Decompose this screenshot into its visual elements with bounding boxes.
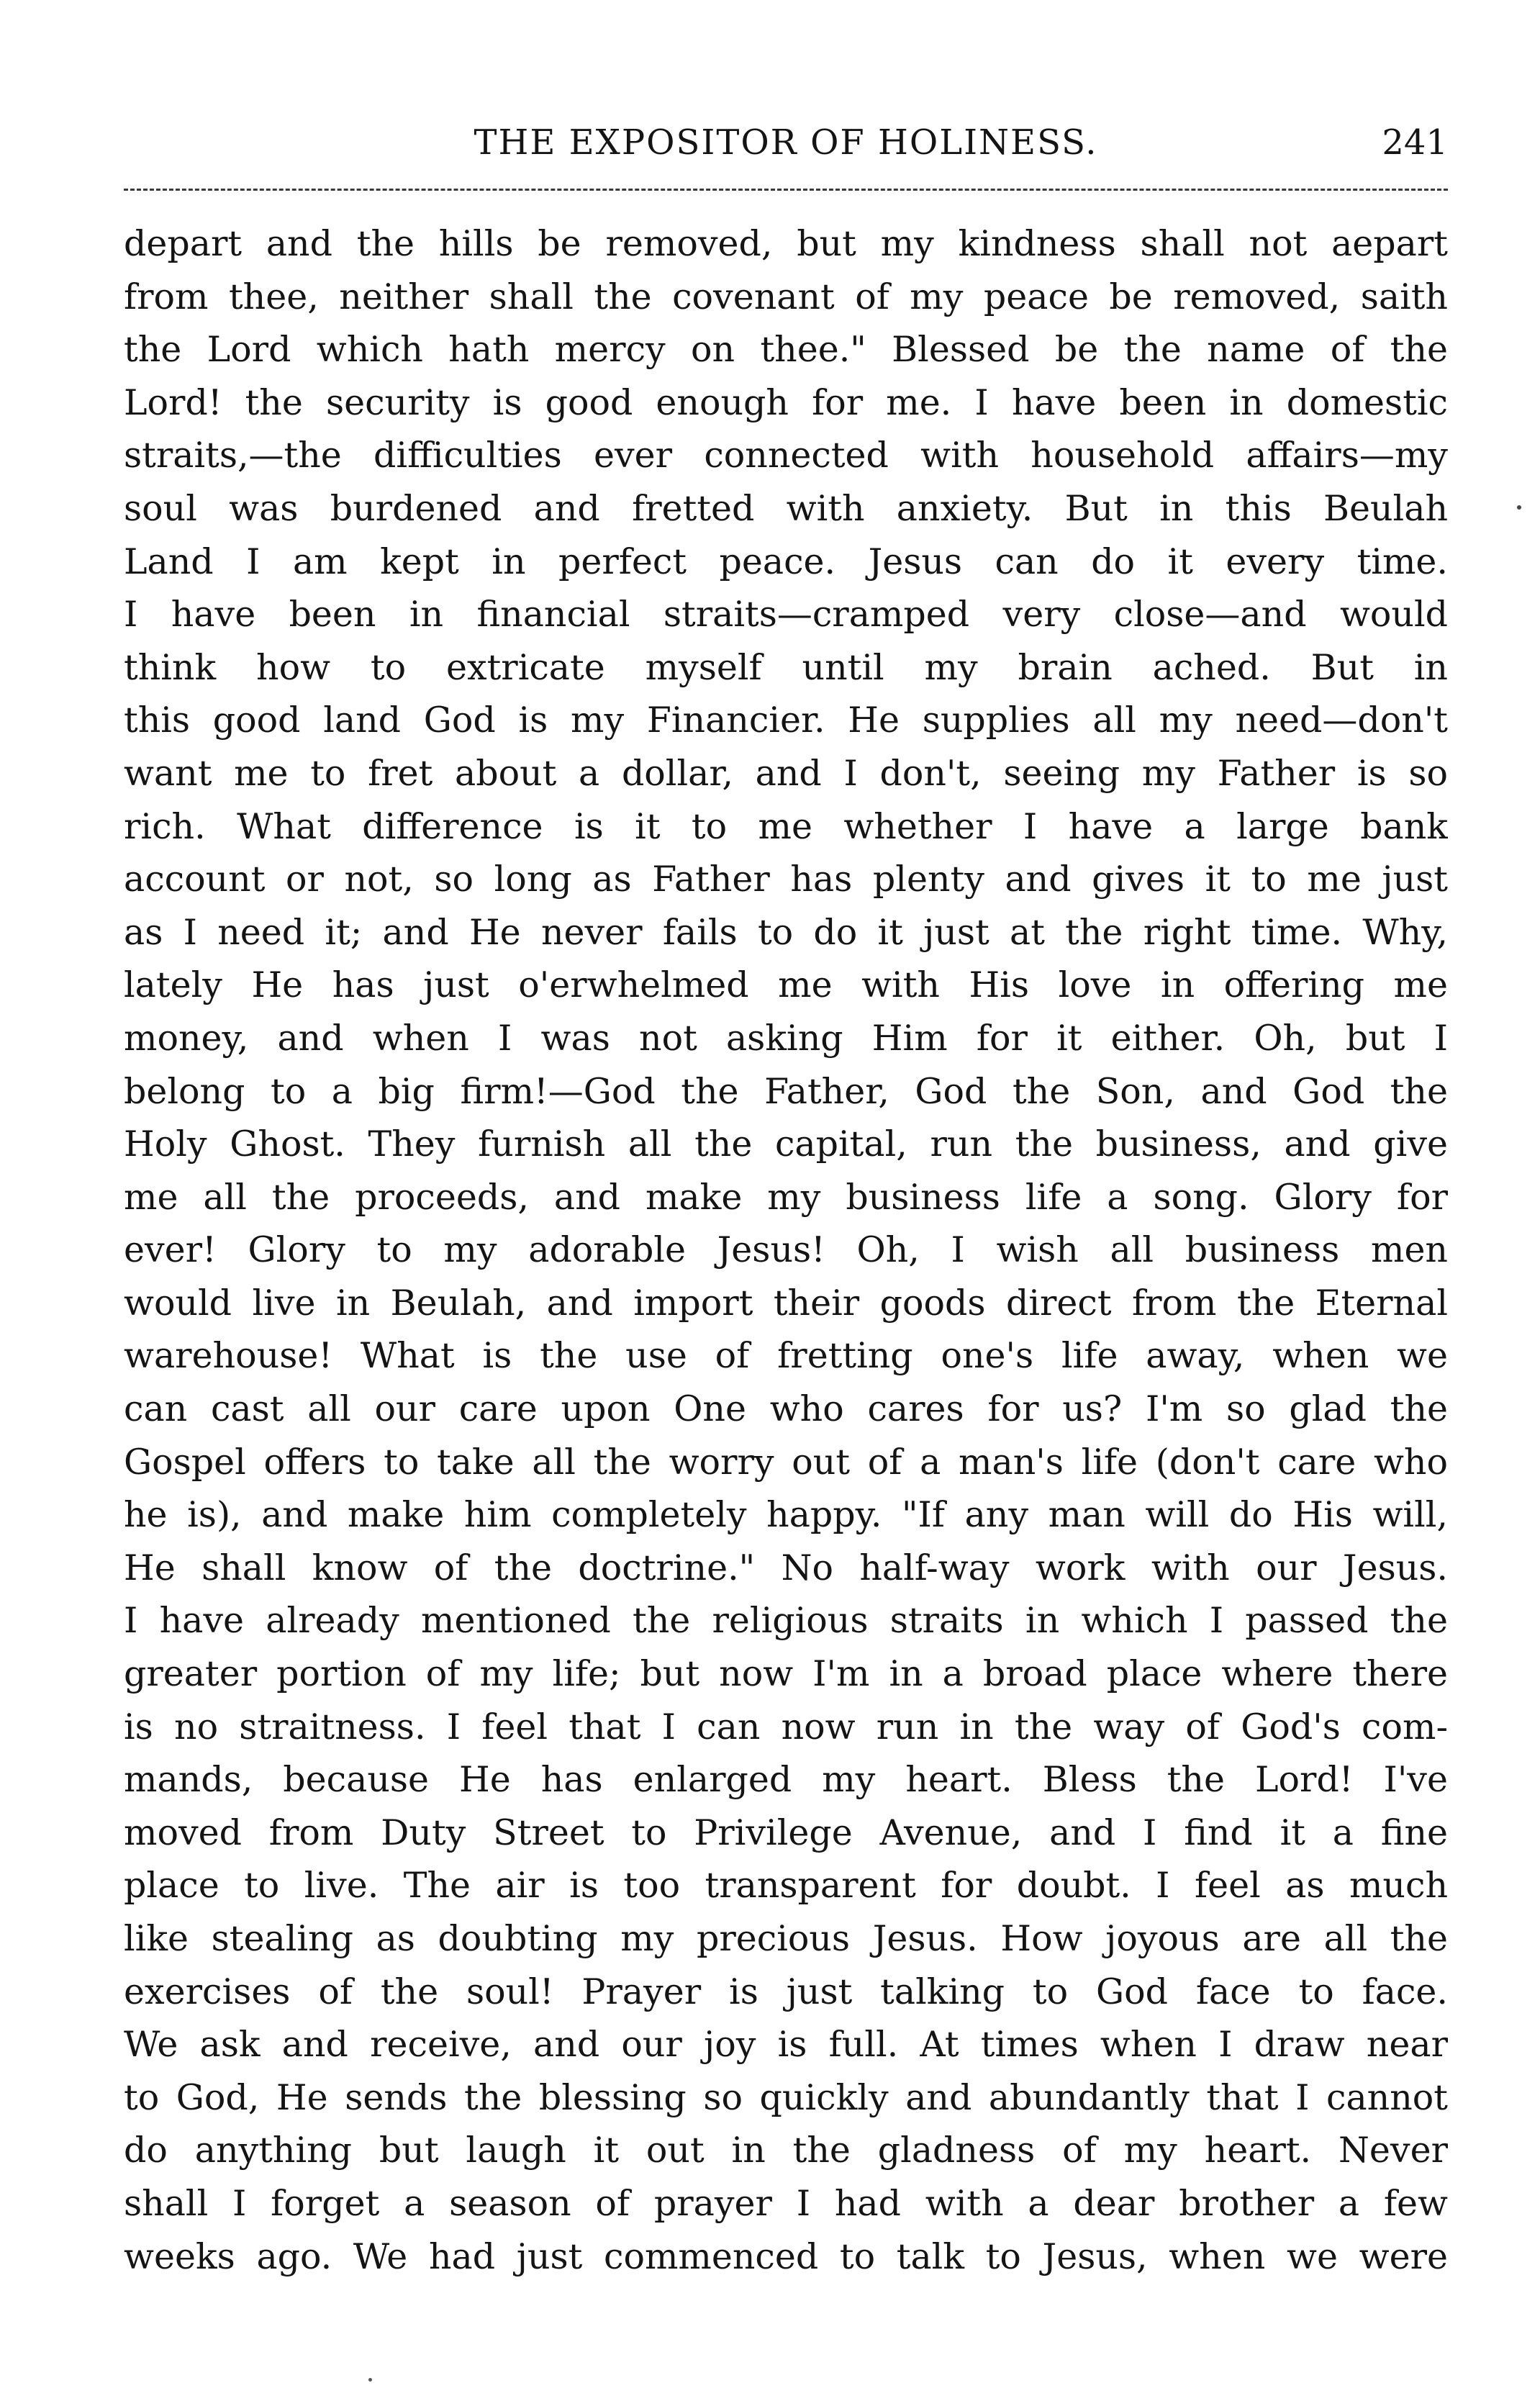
text-line: think how to extricate myself until my brain ached. But in <box>124 646 1448 688</box>
text-line: Lord! the security is good enough for me. I have been in domestic <box>124 381 1448 423</box>
text-line: to God, He sends the blessing so quickly and abundantly that I cannot <box>124 2076 1448 2118</box>
running-title: THE EXPOSITOR OF HOLINESS. <box>474 122 1098 163</box>
text-line: warehouse! What is the use of fretting one's life away, when we <box>124 1335 1448 1377</box>
text-line: ever! Glory to my adorable Jesus! Oh, I wish all business men <box>124 1229 1448 1271</box>
text-line: belong to a big firm!—God the Father, God the Son, and God the <box>124 1070 1448 1112</box>
text-line: rich. What difference is it to me whether I have a large bank <box>124 805 1448 847</box>
text-line: can cast all our care upon One who cares for us? I'm so glad the <box>124 1388 1448 1430</box>
text-line: exercises of the soul! Prayer is just talking to God face to face. <box>124 1971 1448 2012</box>
text-line: I have already mentioned the religious straits in which I passed the <box>124 1600 1448 1642</box>
text-line: he is), and make him completely happy. "If any man will do His will, <box>124 1494 1448 1536</box>
text-line: money, and when I was not asking Him for it either. Oh, but I <box>124 1017 1448 1059</box>
text-line: greater portion of my life; but now I'm in a broad place where there <box>124 1653 1448 1695</box>
text-line: Gospel offers to take all the worry out of a man's life (don't care who <box>124 1441 1448 1483</box>
text-line: We ask and receive, and our joy is full. At times when I draw near <box>124 2024 1448 2066</box>
text-line: is no straitness. I feel that I can now run in the way of God's com- <box>124 1706 1448 1747</box>
text-line: like stealing as doubting my precious Jesus. How joyous are all the <box>124 1918 1448 1959</box>
text-line: shall I forget a season of prayer I had with a dear brother a few <box>124 2182 1448 2224</box>
text-line: I have been in financial straits—cramped very close—and would <box>124 594 1448 636</box>
text-line: He shall know of the doctrine." No half-way work with our Jesus. <box>124 1547 1448 1588</box>
text-line: want me to fret about a dollar, and I don't, seeing my Father is so <box>124 752 1448 794</box>
text-line: straits,—the difficulties ever connected with household affairs—my <box>124 435 1448 476</box>
header-rule <box>124 189 1448 191</box>
text-line: lately He has just o'erwhelmed me with His love in offering me <box>124 964 1448 1006</box>
text-line: as I need it; and He never fails to do it just at the right time. Why, <box>124 911 1448 953</box>
page-header <box>124 114 1448 171</box>
text-line: Land I am kept in perfect peace. Jesus can do it every time. <box>124 541 1448 582</box>
margin-speck <box>1517 505 1521 510</box>
text-line: from thee, neither shall the covenant of my peace be removed, saith <box>124 276 1448 317</box>
text-line: me all the proceeds, and make my business life a song. Glory for <box>124 1176 1448 1218</box>
text-line: Holy Ghost. They furnish all the capital, run the business, and give <box>124 1123 1448 1165</box>
page-number: 241 <box>1382 122 1448 163</box>
text-line: account or not, so long as Father has plenty and gives it to me just <box>124 859 1448 900</box>
body-text <box>124 217 1448 2283</box>
text-line: depart and the hills be removed, but my kindness shall not aepart <box>124 223 1448 264</box>
text-line: place to live. The air is too transparent for doubt. I feel as much <box>124 1865 1448 1907</box>
text-line: this good land God is my Financier. He supplies all my need—don't <box>124 700 1448 741</box>
text-line: moved from Duty Street to Privilege Avenue, and I find it a fine <box>124 1812 1448 1853</box>
text-line: would live in Beulah, and import their goods direct from the Eternal <box>124 1282 1448 1324</box>
text-line: do anything but laugh it out in the gladness of my heart. Never <box>124 2130 1448 2171</box>
text-line: the Lord which hath mercy on thee." Blessed be the name of the <box>124 329 1448 371</box>
bottom-speck <box>368 2378 372 2382</box>
text-line: mands, because He has enlarged my heart. Bless the Lord! I've <box>124 1759 1448 1801</box>
text-line: soul was burdened and fretted with anxiety. But in this Beulah <box>124 487 1448 529</box>
text-line: weeks ago. We had just commenced to talk to Jesus, when we were <box>124 2235 1448 2277</box>
